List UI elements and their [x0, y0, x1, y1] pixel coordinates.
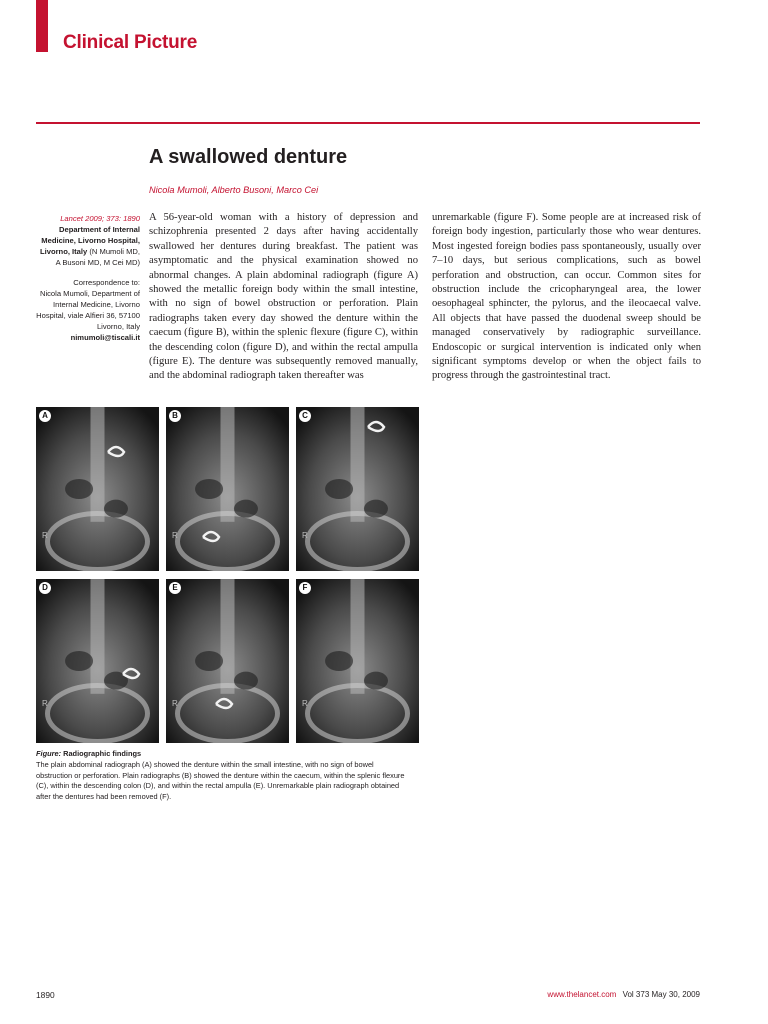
radiograph-figure	[36, 407, 420, 743]
page-number: 1890	[36, 990, 55, 1000]
correspondence-email[interactable]: nimumoli@tiscali.it	[70, 333, 140, 342]
citation: Lancet 2009; 373: 1890	[60, 214, 140, 223]
journal-date: May 30, 2009	[651, 990, 700, 999]
figure-caption	[36, 749, 408, 803]
radiograph-image	[36, 579, 159, 743]
affiliation-department: Department of Internal Medicine, Livorno Hospital, Livorno, Italy	[39, 225, 140, 256]
journal-url[interactable]: www.thelancet.com	[547, 990, 617, 999]
body-column-2: unremarkable (figure F). Some people are at increased risk of foreign body ingestion, particularly those who wear dentures. Most ingested foreign bodies pass spontaneously, usually over 7–10 days, but serious complications, such as bowel perforation and obstruction, can occur. Common sites for obstruction include the cricopharyngeal area, the lower oesophageal sphincter, the pylorus, and the ileocaecal valve. All objects that have passed the duodenal sweep should be managed conservatively by radiographic surveillance. Endoscopic or surgical intervention is indicated only when significant symptoms develop or when the object fails to progress through the gastrointestinal tract.	[432, 212, 701, 382]
radiograph-panel-d	[36, 579, 159, 743]
side-marker: R	[42, 699, 48, 708]
radiograph-panel-a	[36, 407, 159, 571]
sidebar-notes	[36, 213, 140, 352]
panel-letter-label: A	[39, 410, 51, 422]
affiliation-block	[36, 213, 140, 268]
radiograph-panel-b	[166, 407, 289, 571]
caption-text: The plain abdominal radiograph (A) showed the denture within the small intestine, with no sign of bowel obstruction or perforation. Plain radiographs (B) showed the denture within the caecum, within the splenic flexure (C), within the descending colon (D), and within the rectal ampulla (E). Unremarkable plain radiograph obtained after the dentures had been removed (F).	[36, 759, 405, 802]
side-marker: R	[302, 699, 308, 708]
side-marker: R	[42, 531, 48, 540]
panel-letter-label: B	[169, 410, 181, 422]
radiograph-image	[166, 407, 289, 571]
side-marker: R	[172, 531, 178, 540]
caption-title: Radiographic findings	[63, 749, 142, 758]
radiograph-image	[296, 407, 419, 571]
correspondence-block	[36, 277, 140, 343]
caption-label: Figure:	[36, 749, 62, 758]
radiograph-panel-f	[296, 579, 419, 743]
radiograph-image	[36, 407, 159, 571]
affiliation-authors: (N Mumoli MD, A Busoni MD, M Cei MD)	[55, 247, 140, 267]
panel-letter-label: D	[39, 582, 51, 594]
journal-volume: Vol 373	[622, 990, 650, 999]
correspondence-label: Correspondence to:	[73, 278, 140, 287]
radiograph-panel-e	[166, 579, 289, 743]
correspondence-address: Nicola Mumoli, Department of Internal Medicine, Livorno Hospital, viale Alfieri 36, 57100 Livorno, Italy	[36, 289, 140, 331]
radiograph-image	[296, 579, 419, 743]
panel-letter-label: F	[299, 582, 311, 594]
footer-citation	[547, 990, 700, 999]
header-rule	[36, 122, 700, 124]
panel-letter-label: C	[299, 410, 311, 422]
caption-heading	[36, 749, 141, 758]
section-title: Clinical Picture	[63, 32, 198, 53]
panel-letter-label: E	[169, 582, 181, 594]
article-authors: Nicola Mumoli, Alberto Busoni, Marco Cei	[149, 185, 319, 195]
side-marker: R	[302, 531, 308, 540]
radiograph-panel-c	[296, 407, 419, 571]
body-column-1: A 56-year-old woman with a history of depression and schizophrenia presented 2 days after having accidentally swallowed her dentures during breakfast. The patient was asymptomatic and the physical examination showed no abnormal changes. A plain abdominal radiograph (figure A) showed the metallic foreign body within the small intestine, with no sign of bowel obstruction or perforation. Plain radiographs taken every day showed the denture within the caecum (figure B), within the splenic flexure (figure C), within the descending colon (figure D), and within the rectal ampulla (figure E). The denture was subsequently removed manually, and the abdominal radiograph taken thereafter was	[149, 212, 418, 382]
section-color-tab	[36, 0, 48, 52]
side-marker: R	[172, 699, 178, 708]
radiograph-image	[166, 579, 289, 743]
article-title: A swallowed denture	[149, 146, 348, 168]
